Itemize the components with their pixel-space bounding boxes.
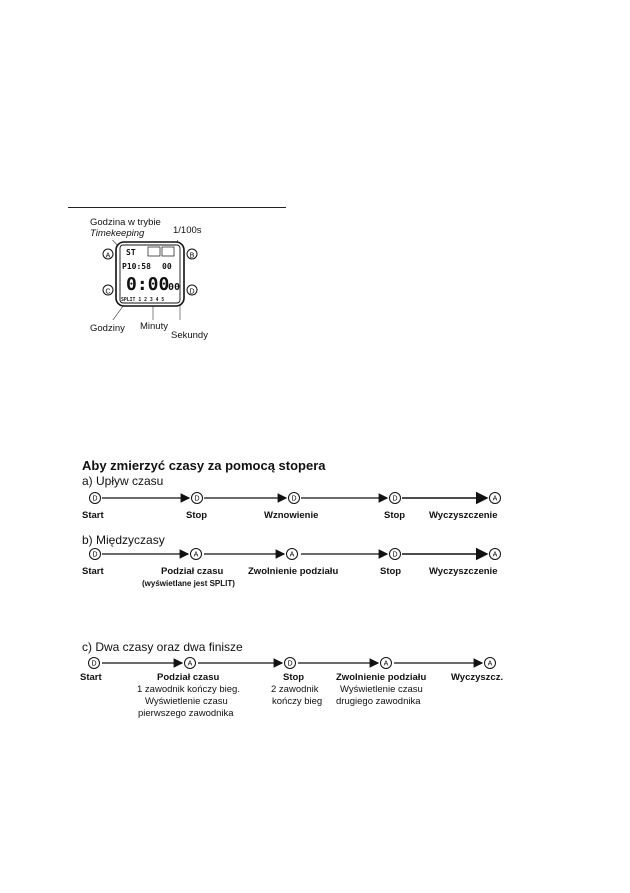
- button-a-icon: A: [105, 252, 111, 260]
- step-split: Podział czasu: [161, 566, 224, 577]
- btn-d-icon: D: [287, 660, 293, 668]
- split-note: (wyświetlane jest SPLIT): [142, 579, 235, 588]
- step-clear: Wyczyszcz.: [451, 672, 504, 683]
- runner2-display-line2: drugiego zawodnika: [336, 696, 421, 707]
- watch-display-diagram: [96, 240, 206, 320]
- section-a-flow: [80, 490, 510, 510]
- step-start: Start: [82, 566, 104, 577]
- btn-a-icon: A: [383, 660, 389, 668]
- btn-a-icon: A: [492, 495, 498, 503]
- button-b-icon: B: [189, 252, 195, 260]
- label-timekeeping-time: Godzina w trybie: [90, 217, 161, 228]
- step-split-release: Zwolnienie podziału: [336, 672, 427, 683]
- btn-a-icon: A: [187, 660, 193, 668]
- runner1-note-line3: pierwszego zawodnika: [138, 708, 234, 719]
- step-start: Start: [80, 672, 102, 683]
- step-resume: Wznowienie: [264, 510, 319, 521]
- btn-d-icon: D: [392, 495, 398, 503]
- runner2-display-line1: Wyświetlenie czasu: [340, 684, 423, 695]
- btn-a-icon: A: [487, 660, 493, 668]
- step-stop: Stop: [186, 510, 208, 521]
- lcd-hundredths-small: 00: [162, 262, 172, 271]
- lcd-main-hundredths: 00: [168, 282, 181, 293]
- btn-d-icon: D: [92, 495, 98, 503]
- step-split: Podział czasu: [157, 672, 220, 683]
- step-start: Start: [82, 510, 104, 521]
- step-stop: Stop: [384, 510, 406, 521]
- section-c-heading: c) Dwa czasy oraz dwa finisze: [82, 640, 243, 654]
- step-clear: Wyczyszczenie: [429, 566, 498, 577]
- lcd-split-row: SPLIT 1 2 3 4 5: [121, 298, 165, 303]
- btn-d-icon: D: [194, 495, 200, 503]
- section-b-heading: b) Międzyczasy: [82, 533, 165, 547]
- label-seconds: Sekundy: [171, 330, 208, 341]
- section-divider: [68, 207, 286, 208]
- lcd-mode-indicator: ST: [126, 248, 136, 257]
- lcd-main-time: 0:00: [126, 274, 170, 295]
- btn-d-icon: D: [291, 495, 297, 503]
- step-clear: Wyczyszczenie: [429, 510, 498, 521]
- label-hundredths: 1/100s: [173, 225, 202, 236]
- label-minutes: Minuty: [140, 321, 168, 332]
- section-a-heading: a) Upływ czasu: [82, 474, 164, 488]
- step-stop: Stop: [380, 566, 402, 577]
- btn-a-icon: A: [193, 551, 199, 559]
- btn-d-icon: D: [92, 551, 98, 559]
- btn-d-icon: D: [91, 660, 97, 668]
- label-timekeeping-mode: Timekeeping: [90, 228, 145, 239]
- runner1-note-line2: Wyświetlenie czasu: [145, 696, 228, 707]
- step-split-release: Zwolnienie podziału: [248, 566, 339, 577]
- runner2-note-line2: kończy bieg: [272, 696, 323, 707]
- step-stop: Stop: [283, 672, 305, 683]
- lcd-timekeeping-time: P10:58: [122, 262, 151, 271]
- label-hours: Godziny: [90, 323, 125, 334]
- runner1-note-line1: 1 zawodnik kończy bieg.: [137, 684, 240, 695]
- section-b-flow: [80, 546, 510, 566]
- button-c-icon: C: [105, 288, 111, 296]
- instructions-title: Aby zmierzyć czasy za pomocą stopera: [82, 458, 326, 473]
- btn-d-icon: D: [392, 551, 398, 559]
- runner2-note-line1: 2 zawodnik: [271, 684, 319, 695]
- button-d-icon: D: [189, 288, 195, 296]
- btn-a-icon: A: [289, 551, 295, 559]
- btn-a-icon: A: [492, 551, 498, 559]
